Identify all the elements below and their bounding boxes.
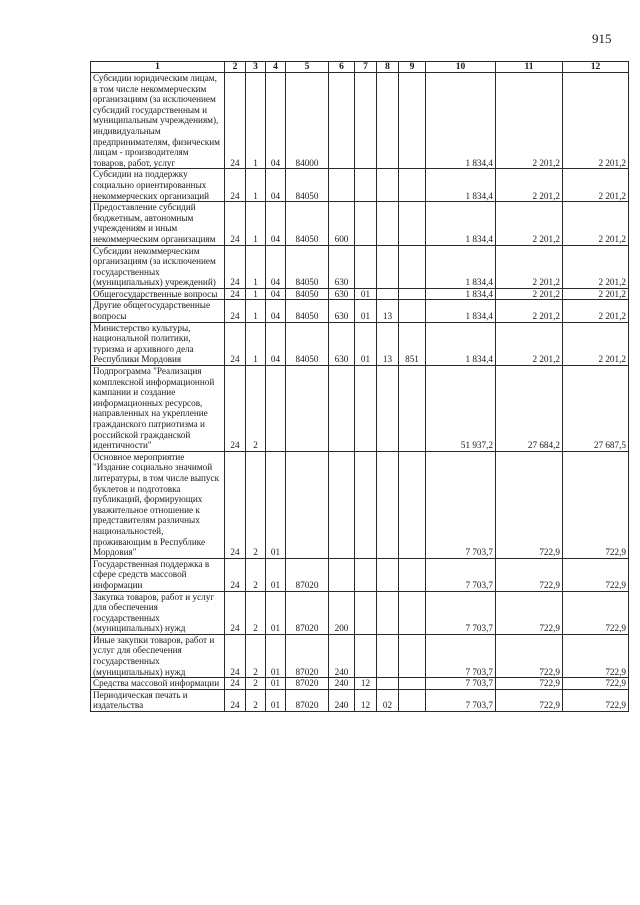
row-cell-c9: [399, 245, 426, 288]
row-cell-c6: [329, 366, 355, 452]
row-cell-c10: 1 834,4: [426, 245, 496, 288]
row-cell-c11: 722,9: [496, 558, 563, 591]
row-cell-c5: 87020: [286, 591, 329, 634]
row-cell-c4: [266, 366, 286, 452]
row-cell-c12: 2 201,2: [563, 322, 629, 365]
row-cell-c9: [399, 678, 426, 690]
row-cell-c10: 51 937,2: [426, 366, 496, 452]
row-name-cell: Субсидии юридическим лицам, в том числе некоммерческим организациям (за исключением субсидий государственным и муниципальным учреждениям), индивидуальным предпринимателям, физическим лицам - производителям товаров, работ, услуг: [91, 73, 225, 169]
row-name-cell: Подпрограмма "Реализация комплексной информационной кампании и создание информационных ресурсов, направленных на укрепление гражданского патриотизма и российской гражданской идентичности": [91, 366, 225, 452]
row-cell-c10: 1 834,4: [426, 322, 496, 365]
row-cell-c6: [329, 558, 355, 591]
row-cell-c8: [377, 591, 399, 634]
row-cell-c2: 24: [225, 288, 246, 300]
row-cell-c8: [377, 558, 399, 591]
row-name-cell: Государственная поддержка в сфере средств массовой информации: [91, 558, 225, 591]
column-header: 3: [246, 62, 266, 73]
row-cell-c11: 2 201,2: [496, 300, 563, 322]
row-cell-c10: 1 834,4: [426, 73, 496, 169]
row-cell-c5: 87020: [286, 558, 329, 591]
row-cell-c9: 851: [399, 322, 426, 365]
row-cell-c11: 2 201,2: [496, 202, 563, 245]
table-row: [91, 558, 629, 591]
row-cell-c7: [355, 202, 377, 245]
row-name-cell: Другие общегосударственные вопросы: [91, 300, 225, 322]
row-cell-c4: 01: [266, 678, 286, 690]
row-cell-c8: [377, 245, 399, 288]
column-header: 4: [266, 62, 286, 73]
row-cell-c11: 2 201,2: [496, 73, 563, 169]
row-cell-c3: 1: [246, 202, 266, 245]
row-cell-c11: 27 684,2: [496, 366, 563, 452]
row-cell-c8: [377, 451, 399, 558]
row-cell-c10: 1 834,4: [426, 300, 496, 322]
row-name-cell: Общегосударственные вопросы: [91, 288, 225, 300]
row-cell-c6: 240: [329, 634, 355, 677]
row-cell-c8: 13: [377, 300, 399, 322]
row-cell-c10: 7 703,7: [426, 689, 496, 711]
page-number: 915: [592, 31, 612, 46]
header-row: [91, 62, 629, 73]
table-row: [91, 202, 629, 245]
row-cell-c9: [399, 300, 426, 322]
row-cell-c9: [399, 288, 426, 300]
row-cell-c6: 200: [329, 591, 355, 634]
row-cell-c8: [377, 73, 399, 169]
table-row: [91, 300, 629, 322]
row-cell-c6: 240: [329, 678, 355, 690]
row-cell-c2: 24: [225, 558, 246, 591]
row-name-cell: Периодическая печать и издательства: [91, 689, 225, 711]
row-cell-c10: 7 703,7: [426, 451, 496, 558]
row-cell-c6: 600: [329, 202, 355, 245]
row-cell-c8: [377, 366, 399, 452]
row-cell-c7: [355, 558, 377, 591]
row-name-cell: Субсидии на поддержку социально ориентированных некоммерческих организаций: [91, 169, 225, 202]
row-cell-c5: 84050: [286, 300, 329, 322]
row-cell-c6: [329, 451, 355, 558]
column-header: 11: [496, 62, 563, 73]
row-cell-c4: 04: [266, 202, 286, 245]
row-cell-c5: 84050: [286, 245, 329, 288]
row-cell-c12: 27 687,5: [563, 366, 629, 452]
row-cell-c3: 1: [246, 169, 266, 202]
row-cell-c6: 630: [329, 300, 355, 322]
row-cell-c7: [355, 245, 377, 288]
column-header: 7: [355, 62, 377, 73]
row-cell-c2: 24: [225, 300, 246, 322]
row-cell-c3: 2: [246, 451, 266, 558]
row-name-cell: Иные закупки товаров, работ и услуг для обеспечения государственных (муниципальных) нужд: [91, 634, 225, 677]
table-row: [91, 689, 629, 711]
row-cell-c4: 01: [266, 634, 286, 677]
row-cell-c4: 04: [266, 245, 286, 288]
table-row: [91, 678, 629, 690]
row-cell-c9: [399, 689, 426, 711]
row-cell-c11: 722,9: [496, 634, 563, 677]
row-cell-c3: 2: [246, 634, 266, 677]
row-cell-c4: 01: [266, 558, 286, 591]
row-cell-c10: 1 834,4: [426, 202, 496, 245]
row-cell-c4: 01: [266, 451, 286, 558]
row-cell-c5: [286, 366, 329, 452]
table-row: [91, 322, 629, 365]
row-cell-c8: [377, 288, 399, 300]
row-cell-c4: 04: [266, 73, 286, 169]
row-cell-c11: 722,9: [496, 451, 563, 558]
row-cell-c9: [399, 169, 426, 202]
row-cell-c10: 7 703,7: [426, 678, 496, 690]
row-cell-c3: 1: [246, 245, 266, 288]
row-name-cell: Субсидии некоммерческим организациям (за исключением государственных (муниципальных) учреждений): [91, 245, 225, 288]
row-cell-c4: 01: [266, 689, 286, 711]
row-cell-c11: 722,9: [496, 678, 563, 690]
row-cell-c6: 630: [329, 245, 355, 288]
column-header: 12: [563, 62, 629, 73]
table-row: [91, 366, 629, 452]
row-cell-c12: 722,9: [563, 678, 629, 690]
row-cell-c2: 24: [225, 366, 246, 452]
row-cell-c8: [377, 634, 399, 677]
row-cell-c7: [355, 634, 377, 677]
row-cell-c12: 722,9: [563, 591, 629, 634]
row-cell-c8: [377, 169, 399, 202]
row-cell-c5: 84000: [286, 73, 329, 169]
row-cell-c3: 2: [246, 366, 266, 452]
row-cell-c8: 02: [377, 689, 399, 711]
row-cell-c7: 01: [355, 288, 377, 300]
row-cell-c12: 2 201,2: [563, 288, 629, 300]
table-row: [91, 288, 629, 300]
row-cell-c12: 722,9: [563, 451, 629, 558]
row-cell-c4: 04: [266, 169, 286, 202]
column-header: 1: [91, 62, 225, 73]
column-header: 8: [377, 62, 399, 73]
table-row: [91, 451, 629, 558]
row-cell-c7: [355, 73, 377, 169]
row-cell-c3: 2: [246, 558, 266, 591]
row-cell-c2: 24: [225, 202, 246, 245]
row-name-cell: Основное мероприятие "Издание социально значимой литературы, в том числе выпуск буклетов и подготовка публикаций, формирующих уважительное отношение к представителям различных национальностей, проживающим в Республике Мордовия": [91, 451, 225, 558]
row-cell-c8: 13: [377, 322, 399, 365]
column-header: 9: [399, 62, 426, 73]
row-cell-c2: 24: [225, 451, 246, 558]
column-header: 6: [329, 62, 355, 73]
row-cell-c5: 84050: [286, 288, 329, 300]
row-cell-c11: 2 201,2: [496, 288, 563, 300]
table-row: [91, 245, 629, 288]
row-cell-c7: [355, 451, 377, 558]
row-cell-c3: 1: [246, 73, 266, 169]
row-cell-c7: [355, 169, 377, 202]
row-cell-c6: [329, 169, 355, 202]
row-cell-c10: 7 703,7: [426, 634, 496, 677]
row-cell-c5: 87020: [286, 678, 329, 690]
table-row: [91, 591, 629, 634]
table-body: [91, 73, 629, 712]
row-name-cell: Средства массовой информации: [91, 678, 225, 690]
row-cell-c6: 630: [329, 288, 355, 300]
row-cell-c12: 2 201,2: [563, 73, 629, 169]
row-cell-c2: 24: [225, 689, 246, 711]
row-cell-c12: 722,9: [563, 558, 629, 591]
row-cell-c3: 1: [246, 300, 266, 322]
row-cell-c6: [329, 73, 355, 169]
row-cell-c5: 87020: [286, 634, 329, 677]
row-cell-c5: 84050: [286, 169, 329, 202]
row-cell-c12: 2 201,2: [563, 202, 629, 245]
row-cell-c5: 84050: [286, 202, 329, 245]
row-cell-c7: 12: [355, 678, 377, 690]
row-cell-c9: [399, 202, 426, 245]
row-cell-c7: 01: [355, 322, 377, 365]
row-cell-c8: [377, 202, 399, 245]
row-cell-c11: 2 201,2: [496, 322, 563, 365]
row-cell-c2: 24: [225, 245, 246, 288]
column-header: 2: [225, 62, 246, 73]
row-cell-c2: 24: [225, 591, 246, 634]
row-cell-c12: 722,9: [563, 634, 629, 677]
row-name-cell: Закупка товаров, работ и услуг для обеспечения государственных (муниципальных) нужд: [91, 591, 225, 634]
row-cell-c6: 630: [329, 322, 355, 365]
row-cell-c9: [399, 451, 426, 558]
row-cell-c9: [399, 591, 426, 634]
row-cell-c9: [399, 366, 426, 452]
row-name-cell: Предоставление субсидий бюджетным, автономным учреждениям и иным некоммерческим организациям: [91, 202, 225, 245]
table-header: [91, 62, 629, 73]
row-cell-c3: 1: [246, 322, 266, 365]
row-cell-c5: 87020: [286, 689, 329, 711]
row-cell-c2: 24: [225, 169, 246, 202]
row-name-cell: Министерство культуры, национальной политики, туризма и архивного дела Республики Мордовия: [91, 322, 225, 365]
row-cell-c4: 04: [266, 288, 286, 300]
row-cell-c12: 2 201,2: [563, 300, 629, 322]
row-cell-c5: 84050: [286, 322, 329, 365]
row-cell-c10: 1 834,4: [426, 169, 496, 202]
table-row: [91, 634, 629, 677]
row-cell-c7: 01: [355, 300, 377, 322]
row-cell-c10: 7 703,7: [426, 558, 496, 591]
table-row: [91, 73, 629, 169]
row-cell-c7: 12: [355, 689, 377, 711]
table-row: [91, 169, 629, 202]
row-cell-c6: 240: [329, 689, 355, 711]
row-cell-c11: 722,9: [496, 689, 563, 711]
column-header: 10: [426, 62, 496, 73]
row-cell-c12: 722,9: [563, 689, 629, 711]
row-cell-c2: 24: [225, 678, 246, 690]
row-cell-c9: [399, 73, 426, 169]
budget-table: [90, 61, 629, 712]
row-cell-c9: [399, 558, 426, 591]
row-cell-c5: [286, 451, 329, 558]
column-header: 5: [286, 62, 329, 73]
row-cell-c4: 04: [266, 300, 286, 322]
row-cell-c11: 722,9: [496, 591, 563, 634]
row-cell-c11: 2 201,2: [496, 169, 563, 202]
row-cell-c3: 2: [246, 678, 266, 690]
row-cell-c11: 2 201,2: [496, 245, 563, 288]
row-cell-c12: 2 201,2: [563, 245, 629, 288]
row-cell-c3: 2: [246, 591, 266, 634]
row-cell-c3: 2: [246, 689, 266, 711]
row-cell-c4: 04: [266, 322, 286, 365]
row-cell-c10: 7 703,7: [426, 591, 496, 634]
row-cell-c10: 1 834,4: [426, 288, 496, 300]
row-cell-c4: 01: [266, 591, 286, 634]
row-cell-c7: [355, 591, 377, 634]
row-cell-c2: 24: [225, 73, 246, 169]
row-cell-c9: [399, 634, 426, 677]
row-cell-c12: 2 201,2: [563, 169, 629, 202]
row-cell-c7: [355, 366, 377, 452]
row-cell-c2: 24: [225, 634, 246, 677]
row-cell-c8: [377, 678, 399, 690]
row-cell-c3: 1: [246, 288, 266, 300]
row-cell-c2: 24: [225, 322, 246, 365]
